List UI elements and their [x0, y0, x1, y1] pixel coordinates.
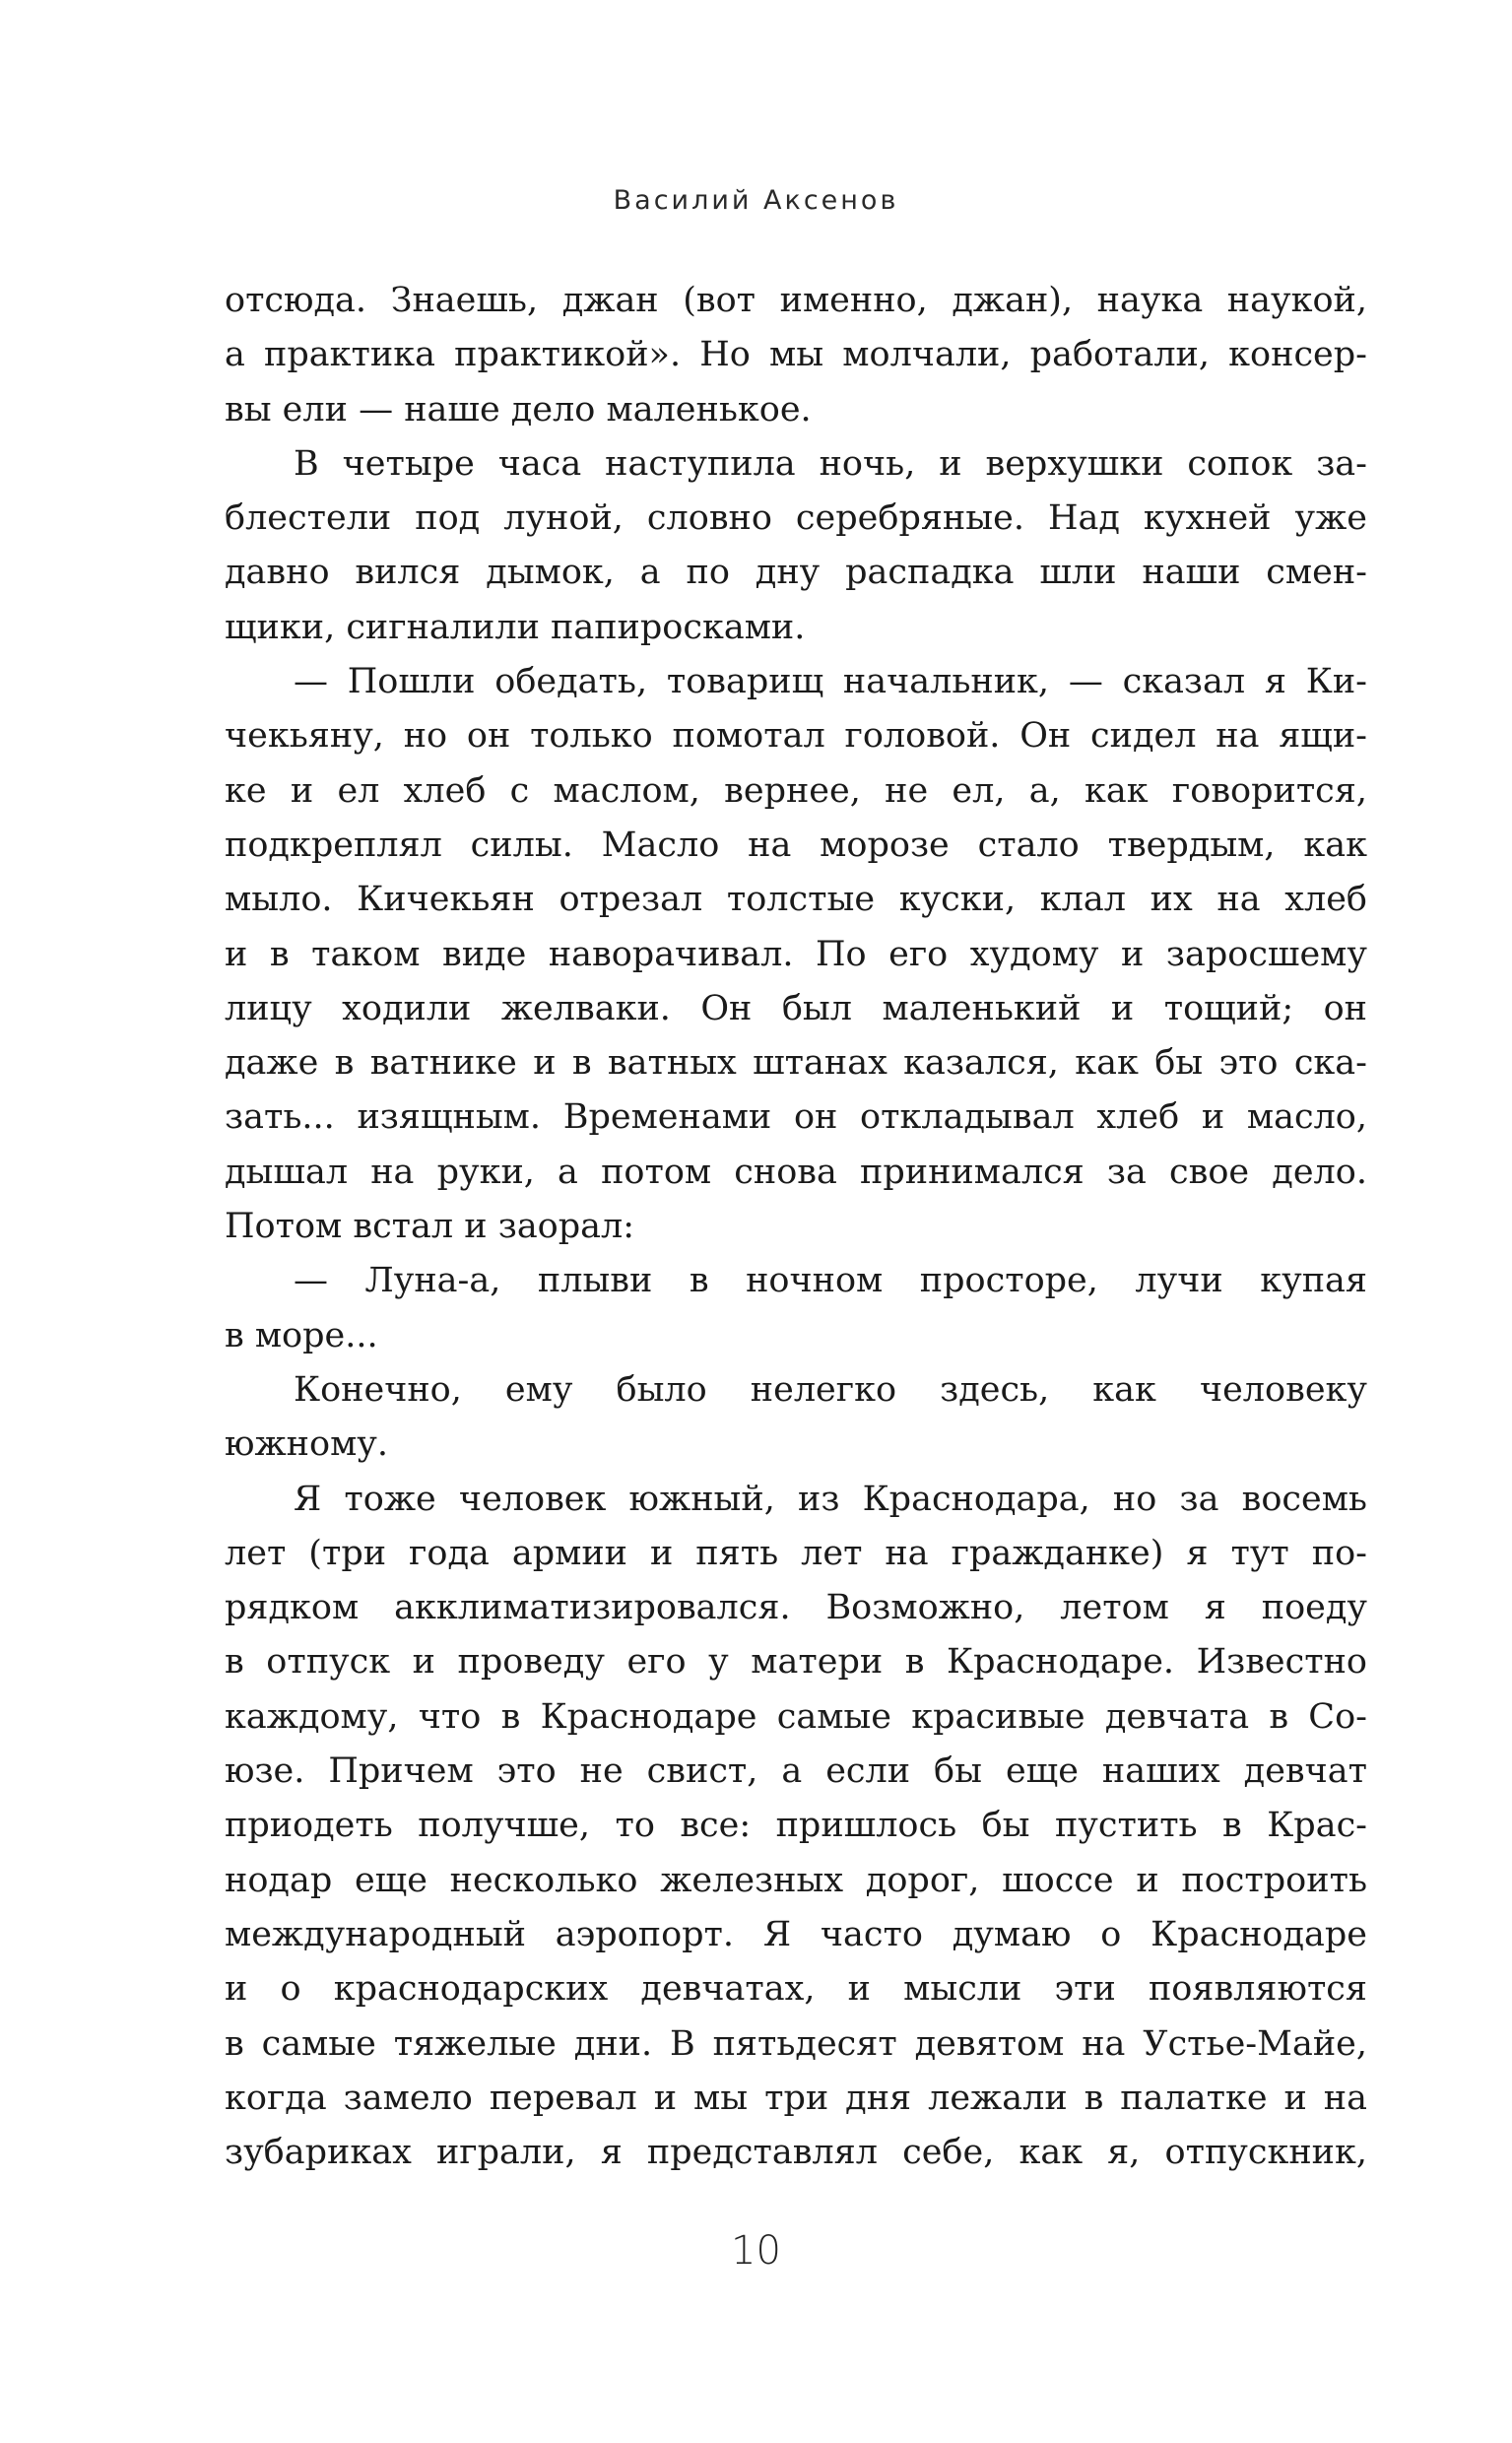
- text-line: давно вился дымок, а по дну распадка шли наши смен-: [225, 553, 1367, 593]
- text-line: В четыре часа наступила ночь, и верхушки сопок за-: [294, 443, 1367, 484]
- text-line: подкреплял силы. Масло на морозе стало твердым, как: [225, 825, 1367, 865]
- text-line: и о краснодарских девчатах, и мысли эти появляются: [225, 1969, 1367, 2010]
- text-line: рядком акклиматизировался. Возможно, летом я поеду: [225, 1588, 1367, 1628]
- text-line: а практика практикой». Но мы молчали, работали, консер-: [225, 335, 1367, 375]
- text-line: в отпуск и проведу его у матери в Краснодаре. Известно: [225, 1642, 1367, 1683]
- text-line: Потом встал и заорал:: [225, 1207, 635, 1247]
- text-line: щики, сигналили папиросками.: [225, 607, 806, 647]
- text-line: каждому, что в Краснодаре самые красивые девчата в Со-: [225, 1696, 1367, 1737]
- page-number: 10: [731, 2228, 781, 2274]
- text-line: вы ели — наше дело маленькое.: [225, 389, 812, 429]
- text-line: зать... изящным. Временами он откладывал хлеб и масло,: [225, 1097, 1367, 1138]
- text-line: блестели под луной, словно серебряные. Над кухней уже: [225, 498, 1367, 539]
- text-line: международный аэропорт. Я часто думаю о Краснодаре: [225, 1914, 1367, 1954]
- text-line: приодеть получше, то все: пришлось бы пустить в Крас-: [225, 1806, 1367, 1846]
- text-line: дышал на руки, а потом снова принимался за свое дело.: [225, 1152, 1367, 1192]
- text-line: когда замело перевал и мы три дня лежали в палатке и на: [225, 2078, 1367, 2118]
- text-line: мыло. Кичекьян отрезал толстые куски, клал их на хлеб: [225, 880, 1367, 920]
- running-head: Василий Аксенов: [613, 185, 899, 216]
- text-line: в самые тяжелые дни. В пятьдесят девятом на Устье-Майе,: [225, 2023, 1367, 2064]
- text-line: Конечно, ему было нелегко здесь, как человеку: [294, 1369, 1367, 1410]
- text-line: ке и ел хлеб с маслом, вернее, не ел, а, как говорится,: [225, 770, 1367, 811]
- text-line: лет (три года армии и пять лет на гражданке) я тут по-: [225, 1533, 1367, 1573]
- text-line: — Пошли обедать, товарищ начальник, — сказал я Ки-: [294, 662, 1367, 702]
- text-line: даже в ватнике и в ватных штанах казался, как бы это ска-: [225, 1043, 1367, 1084]
- text-line: чекьяну, но он только помотал головой. Он сидел на ящи-: [225, 716, 1367, 757]
- body-text: [225, 274, 1367, 2180]
- text-line: южному.: [225, 1424, 389, 1465]
- text-line: в море...: [225, 1315, 378, 1355]
- text-line: нодар еще несколько железных дорог, шоссе и построить: [225, 1860, 1367, 1900]
- text-line: отсюда. Знаешь, джан (вот именно, джан), наука наукой,: [225, 281, 1367, 320]
- text-line: — Луна-а, плыви в ночном просторе, лучи купая: [294, 1261, 1367, 1301]
- text-line: лицу ходили желваки. Он был маленький и тощий; он: [225, 988, 1367, 1028]
- text-line: и в таком виде наворачивал. По его худому и заросшему: [225, 934, 1367, 974]
- text-line: юзе. Причем это не свист, а если бы еще наших девчат: [225, 1751, 1367, 1792]
- text-line: зубариках играли, я представлял себе, как я, отпускник,: [225, 2133, 1367, 2173]
- text-line: Я тоже человек южный, из Краснодара, но за восемь: [294, 1479, 1367, 1519]
